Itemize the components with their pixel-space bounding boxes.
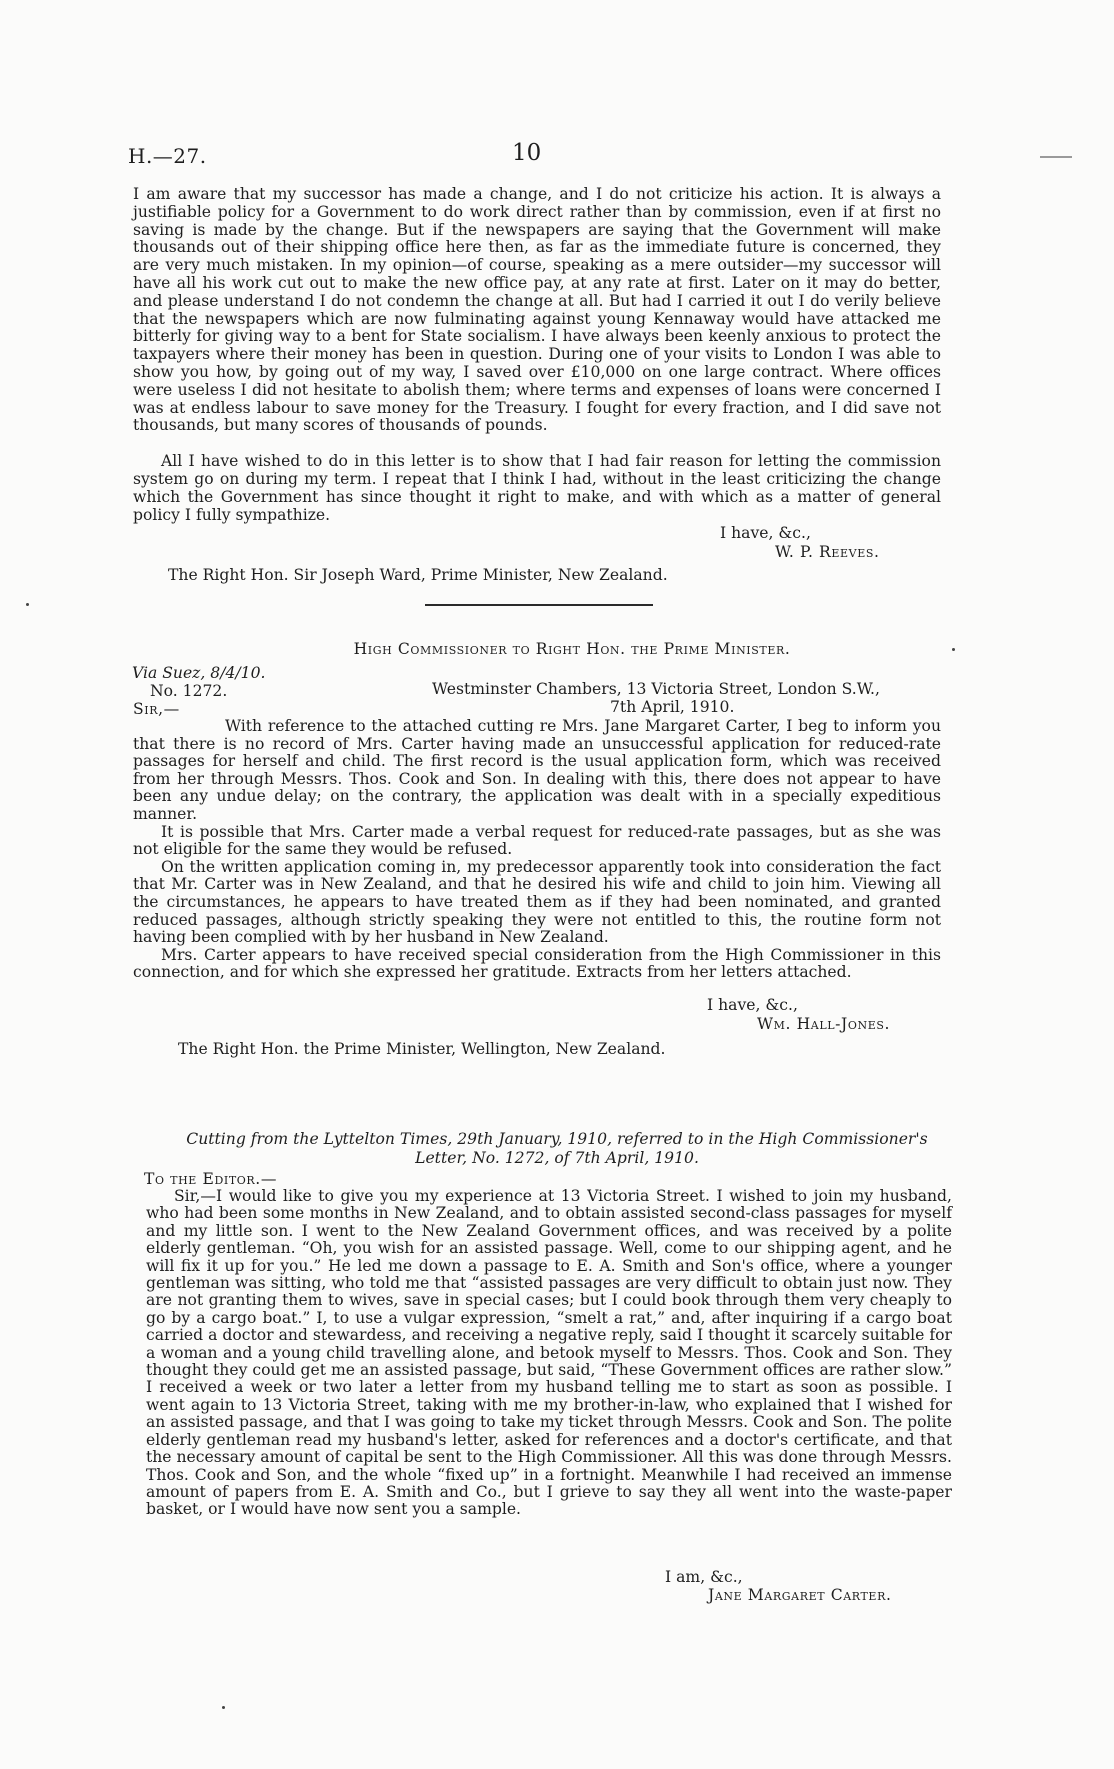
- letter1-paragraph-2: All I have wished to do in this letter is to show that I had fair reason for letting the commission system go on during my term. I repeat that I think I had, without in the least criticizing the change which the Government has since thought it right to make, and with which as a matter of general policy I fully sympathize.: [133, 452, 941, 524]
- margin-mark: [1040, 156, 1072, 158]
- letter1-body: [133, 186, 941, 524]
- letter1-closing: I have, &c.,: [720, 524, 811, 542]
- page-speck: [952, 648, 955, 651]
- letter2-paragraph-3: On the written application coming in, my predecessor apparently took into consideration the fact that Mr. Carter was in New Zealand, and that he desired his wife and child to join him. Viewing all the circumstances, he appears to have treated them as if they had been nominated, and granted reduced passages, although strictly speaking they were not entitled to this, the routine form not having been complied with by her husband in New Zealand.: [133, 857, 941, 947]
- page-number: 10: [512, 140, 542, 166]
- letter2-via: Via Suez, 8/4/10.: [132, 664, 266, 682]
- cutting-signature: Jane Margaret Carter.: [708, 1586, 892, 1604]
- letter2-date: 7th April, 1910.: [610, 698, 735, 716]
- cutting-heading-line2: Letter, No. 1272, of 7th April, 1910.: [415, 1149, 699, 1167]
- letter2-addressee: The Right Hon. the Prime Minister, Wellington, New Zealand.: [178, 1040, 666, 1058]
- letter2-body: [133, 718, 941, 982]
- cutting-salutation: To the Editor.—: [144, 1170, 278, 1188]
- cutting-paragraph: Sir,—I would like to give you my experience at 13 Victoria Street. I wished to join my husband, who had been some months in New Zealand, and to obtain assisted second-class passages for myself and my little son. I went to the New Zealand Government offices, and was received by a polite elderly gentleman. “Oh, you wish for an assisted passage. Well, come to our shipping agent, and he will fix it up for you.” He led me down a passage to E. A. Smith and Son's office, where a younger gentleman was sitting, who told me that “assisted passages are very difficult to obtain just now. They are not granting them to wives, save in special cases; but I could book through them very cheaply to go by a cargo boat.” I, to use a vulgar expression, “smelt a rat,” and, after inquiring if a cargo boat carried a doctor and stewardess, and receiving a negative reply, said I thought it scarcely suitable for a woman and a young child travelling alone, and betook myself to Messrs. Thos. Cook and Son. They thought they could get me an assisted passage, but said, “These Government offices are rather slow.” I received a week or two later a letter from my husband telling me to start as soon as possible. I went again to 13 Victoria Street, taking with me my brother-in-law, who explained that I wished for an assisted passage, and that I was going to take my ticket through Messrs. Cook and Son. The polite elderly gentleman read my husband's letter, asked for references and a doctor's certificate, and that the necessary amount of capital be sent to the High Commissioner. All this was done through Messrs. Thos. Cook and Son, and the whole “fixed up” in a fortnight. Meanwhile I had received an immense amount of papers from E. A. Smith and Co., but I grieve to say they all went into the waste-paper basket, or I would have now sent you a sample.: [146, 1187, 952, 1519]
- letter2-number: No. 1272.: [150, 682, 228, 700]
- section-divider: [425, 604, 653, 606]
- letter1-signature: W. P. Reeves.: [775, 543, 880, 561]
- page-speck: [222, 1706, 225, 1709]
- cutting-heading-line1: Cutting from the Lyttelton Times, 29th January, 1910, referred to in the High Commissioner's: [186, 1130, 928, 1148]
- cutting-body: [146, 1188, 952, 1519]
- page-speck: [26, 603, 29, 606]
- letter2-address: Westminster Chambers, 13 Victoria Street, London S.W.,: [432, 680, 880, 698]
- letter1-addressee: The Right Hon. Sir Joseph Ward, Prime Minister, New Zealand.: [168, 566, 668, 584]
- letter2-signature: Wm. Hall-Jones.: [757, 1015, 891, 1033]
- letter2-closing: I have, &c.,: [707, 996, 798, 1014]
- letter2-paragraph-2: It is possible that Mrs. Carter made a verbal request for reduced-rate passages, but as she was not eligible for the same they would be refused.: [133, 822, 941, 859]
- cutting-closing: I am, &c.,: [665, 1568, 743, 1586]
- letter2-salutation: Sir,—: [133, 700, 180, 718]
- document-reference: H.—27.: [128, 144, 207, 168]
- letter2-paragraph-1: With reference to the attached cutting re Mrs. Jane Margaret Carter, I beg to inform you that there is no record of Mrs. Carter having made an unsuccessful application for reduced-rate passages for herself and child. The first record is the usual application form, which was received from her through Messrs. Thos. Cook and Son. In dealing with this, there does not appear to have been any undue delay; on the contrary, the application was dealt with in a specially expeditious manner.: [133, 717, 941, 823]
- letter2-paragraph-4: Mrs. Carter appears to have received special consideration from the High Commissioner in this connection, and for which she expressed her gratitude. Extracts from her letters attached.: [133, 945, 941, 982]
- letter2-heading: High Commissioner to Right Hon. the Prime Minister.: [353, 640, 791, 658]
- letter1-paragraph-1: I am aware that my successor has made a change, and I do not criticize his action. It is always a justifiable policy for a Government to do work direct rather than by commission, even if at first no saving is made by the change. But if the newspapers are saying that the Government will make thousands out of their shipping office here then, as far as the immediate future is concerned, they are very much mistaken. In my opinion—of course, speaking as a mere outsider—my successor will have all his work cut out to make the new office pay, at any rate at first. Later on it may do better, and please understand I do not condemn the change at all. But had I carried it out I do verily believe that the newspapers which are now fulminating against young Kennaway would have attacked me bitterly for giving way to a bent for State socialism. I have always been keenly anxious to protect the taxpayers where their money has been in question. During one of your visits to London I was able to show you how, by going out of my way, I saved over £10,000 on one large contract. Where offices were useless I did not hesitate to abolish them; where terms and expenses of loans were concerned I was at endless labour to save money for the Treasury. I fought for every fraction, and I did save not thousands, but many scores of thousands of pounds.: [133, 185, 941, 435]
